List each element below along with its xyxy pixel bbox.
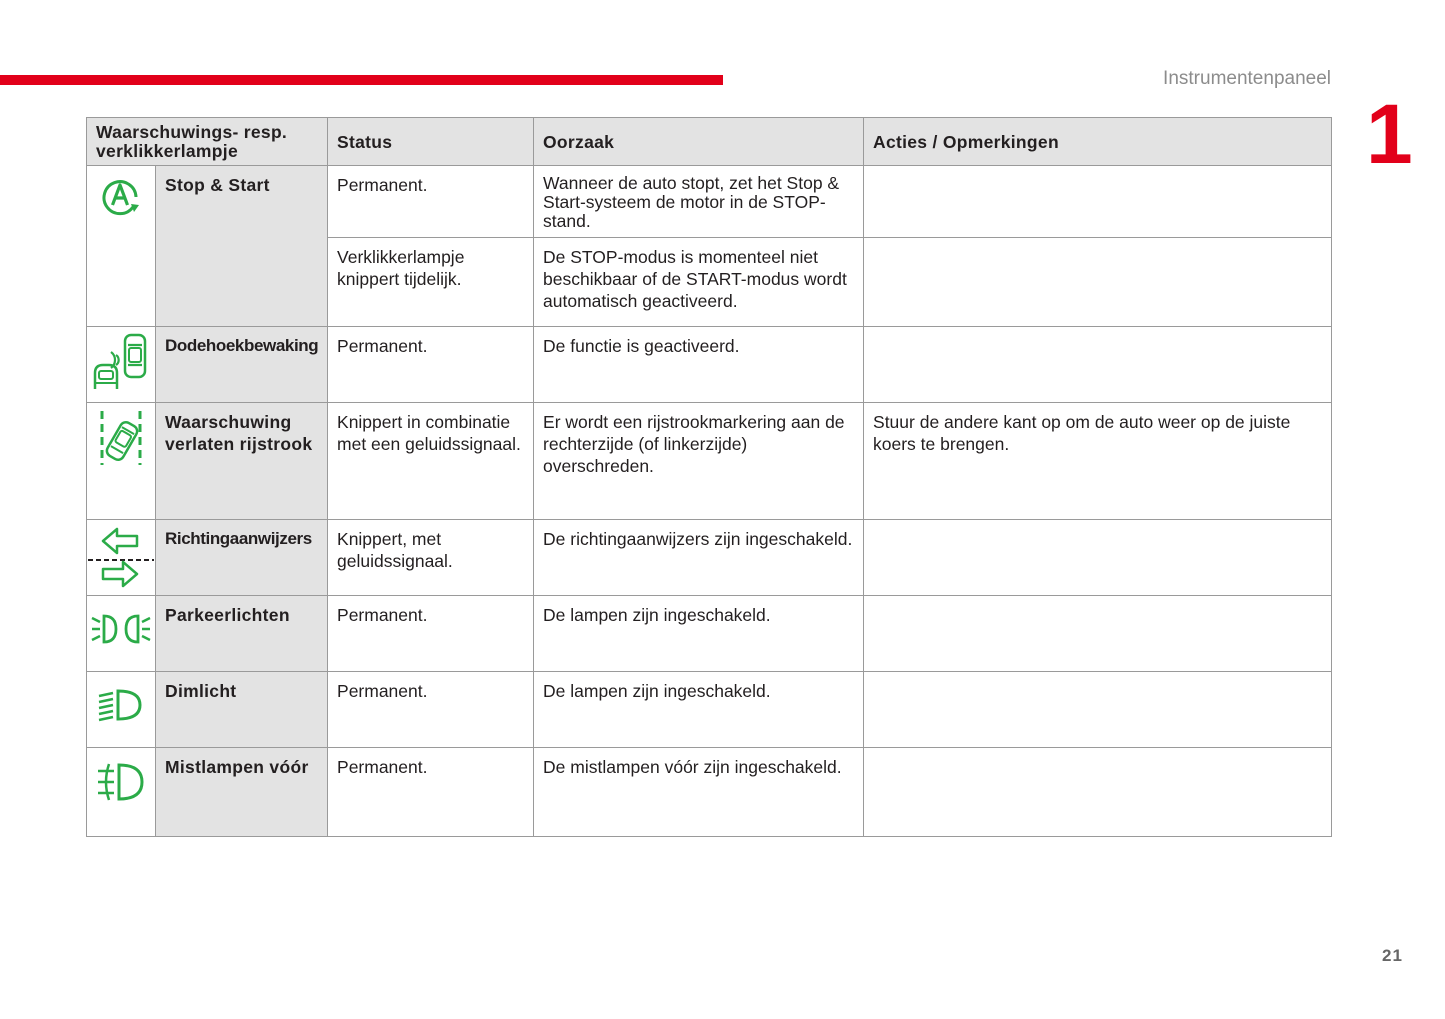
column-header-actions: Acties / Opmerkingen	[864, 118, 1332, 166]
parking-lights-icon-cell	[87, 596, 156, 672]
status-cell: Permanent.	[328, 672, 534, 748]
front-fog-icon	[95, 762, 147, 802]
cause-cell: De richtingaanwijzers zijn ingeschakeld.	[534, 520, 864, 596]
lane-departure-icon-cell	[87, 403, 156, 520]
lamp-name: Dimlicht	[156, 672, 328, 748]
action-cell	[864, 748, 1332, 837]
front-fog-icon-cell	[87, 748, 156, 837]
table-row	[87, 596, 1332, 672]
cause-cell: De lampen zijn ingeschakeld.	[534, 596, 864, 672]
status-cell: Permanent.	[328, 166, 534, 238]
lamp-name: Waarschuwing verlaten rijstrook	[156, 403, 328, 520]
column-header-status: Status	[328, 118, 534, 166]
action-cell	[864, 596, 1332, 672]
turn-signal-icon-cell	[87, 520, 156, 596]
stop-start-icon-cell	[87, 166, 156, 327]
action-cell	[864, 327, 1332, 403]
cause-cell: Wanneer de auto stopt, zet het Stop & Start-systeem de motor in de STOP-stand.	[534, 166, 864, 238]
turn-signal-icon	[87, 524, 155, 590]
table-row	[87, 672, 1332, 748]
action-cell	[864, 238, 1332, 327]
table-row	[87, 748, 1332, 837]
status-cell: Permanent.	[328, 596, 534, 672]
dipped-beam-icon-cell	[87, 672, 156, 748]
status-cell: Knippert in combinatie met een geluidssignaal.	[328, 403, 534, 520]
action-cell	[864, 166, 1332, 238]
column-header-cause: Oorzaak	[534, 118, 864, 166]
table-row	[87, 403, 1332, 520]
stop-start-icon	[98, 176, 144, 218]
chapter-number: 1	[1366, 87, 1413, 181]
cause-cell: De STOP-modus is momenteel niet beschikbaar of de START-modus wordt automatisch geactiveerd.	[534, 238, 864, 327]
action-cell	[864, 672, 1332, 748]
section-title: Instrumentenpaneel	[1163, 68, 1331, 89]
column-header-lamp: Waarschuwings- resp. verklikkerlampje	[87, 118, 328, 166]
warning-lights-table	[86, 117, 1332, 837]
blind-spot-icon-cell	[87, 327, 156, 403]
table-row	[87, 327, 1332, 403]
status-cell: Verklikkerlampje knippert tijdelijk.	[328, 238, 534, 327]
header-accent-bar	[0, 75, 723, 85]
cause-cell: De lampen zijn ingeschakeld.	[534, 672, 864, 748]
status-cell: Knippert, met geluidssignaal.	[328, 520, 534, 596]
lane-departure-icon	[96, 409, 146, 467]
action-cell: Stuur de andere kant op om de auto weer op de juiste koers te brengen.	[864, 403, 1332, 520]
action-cell	[864, 520, 1332, 596]
lamp-name: Parkeerlichten	[156, 596, 328, 672]
dipped-beam-icon	[96, 688, 146, 722]
status-cell: Permanent.	[328, 327, 534, 403]
table-header-row	[87, 118, 1332, 166]
blind-spot-icon	[90, 333, 152, 391]
lamp-name: Stop & Start	[156, 166, 328, 327]
parking-lights-icon	[90, 612, 152, 646]
table-row	[87, 166, 1332, 238]
page-number: 21	[1382, 946, 1403, 965]
cause-cell: Er wordt een rijstrookmarkering aan de rechterzijde (of linkerzijde) overschreden.	[534, 403, 864, 520]
lamp-name: Richtingaanwijzers	[156, 520, 328, 596]
table-row	[87, 520, 1332, 596]
lamp-name: Mistlampen vóór	[156, 748, 328, 837]
lamp-name: Dodehoekbewaking	[156, 327, 328, 403]
cause-cell: De functie is geactiveerd.	[534, 327, 864, 403]
status-cell: Permanent.	[328, 748, 534, 837]
cause-cell: De mistlampen vóór zijn ingeschakeld.	[534, 748, 864, 837]
